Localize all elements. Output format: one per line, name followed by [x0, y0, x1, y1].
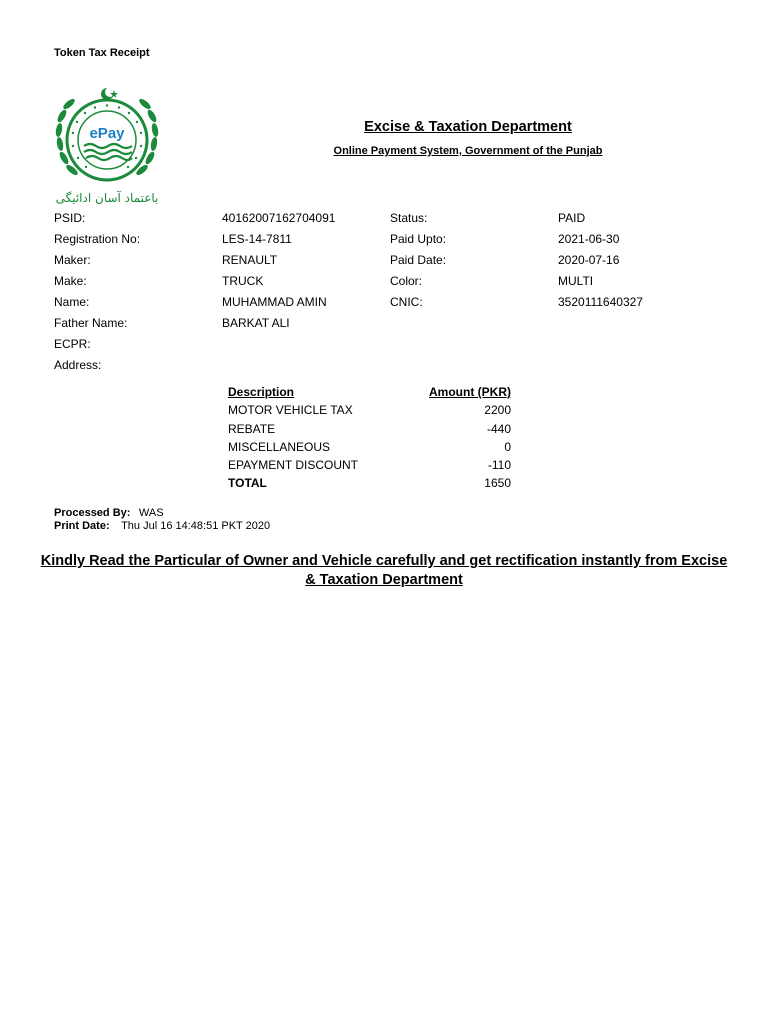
table-row-description: MISCELLANEOUS [228, 440, 331, 454]
name-value: MUHAMMAD AMIN [222, 295, 327, 309]
department-title: Excise & Taxation Department [364, 119, 572, 135]
punjab-epay-logo [52, 86, 162, 208]
father-name-label: Father Name: [54, 316, 128, 330]
make-label: Make: [54, 274, 87, 288]
cnic-value: 3520111640327 [558, 295, 643, 309]
table-row-amount: -440 [486, 422, 511, 436]
paid-upto-value: 2021-06-30 [558, 232, 620, 246]
table-row-description: EPAYMENT DISCOUNT [228, 458, 359, 472]
table-row-amount: 0 [504, 440, 511, 454]
print-date-label: Print Date: [54, 520, 110, 532]
table-header-amount: Amount (PKR) [429, 385, 511, 399]
table-row-amount: 2200 [484, 403, 511, 417]
make-value: TRUCK [222, 274, 264, 288]
table-header-description: Description [228, 385, 295, 399]
table-row-description: MOTOR VEHICLE TAX [228, 403, 353, 417]
paid-date-label: Paid Date: [390, 253, 447, 267]
processed-by-value: WAS [138, 507, 164, 519]
color-value: MULTI [558, 274, 594, 288]
print-date [54, 516, 270, 534]
registration-value: LES-14-7811 [222, 232, 292, 246]
rectification-notice: Kindly Read the Particular of Owner and Vehicle carefully and get rectification instantly from Excise & Taxation Department [40, 553, 728, 588]
document-title: Token Tax Receipt [54, 47, 150, 59]
table-row-amount: -110 [487, 458, 511, 472]
maker-value: RENAULT [222, 253, 278, 267]
color-label: Color: [390, 274, 423, 288]
maker-label: Maker: [54, 253, 91, 267]
status-value: PAID [558, 211, 586, 225]
logo-urdu-tagline: باعتماد آسان ادائیگی [55, 191, 159, 205]
table-total-amount: 1650 [484, 476, 511, 490]
registration-label: Registration No: [54, 232, 141, 246]
name-label: Name: [54, 295, 90, 309]
table-row-description: REBATE [228, 422, 276, 436]
cnic-label: CNIC: [390, 295, 423, 309]
address-label: Address: [54, 358, 102, 372]
status-label: Status: [390, 211, 428, 225]
processed-by-label: Processed By: [54, 507, 131, 519]
logo-epay-text: ePay [89, 125, 125, 142]
epay-emblem-icon [52, 86, 162, 208]
psid-value: 40162007162704091 [222, 211, 336, 225]
department-subtitle: Online Payment System, Government of the Punjab [333, 145, 603, 157]
ecpr-label: ECPR: [54, 337, 91, 351]
paid-date-value: 2020-07-16 [558, 253, 620, 267]
table-total-label: TOTAL [228, 476, 267, 490]
father-name-value: BARKAT ALI [222, 316, 290, 330]
paid-upto-label: Paid Upto: [390, 232, 447, 246]
print-date-value: Thu Jul 16 14:48:51 PKT 2020 [121, 520, 271, 532]
psid-label: PSID: [54, 211, 86, 225]
